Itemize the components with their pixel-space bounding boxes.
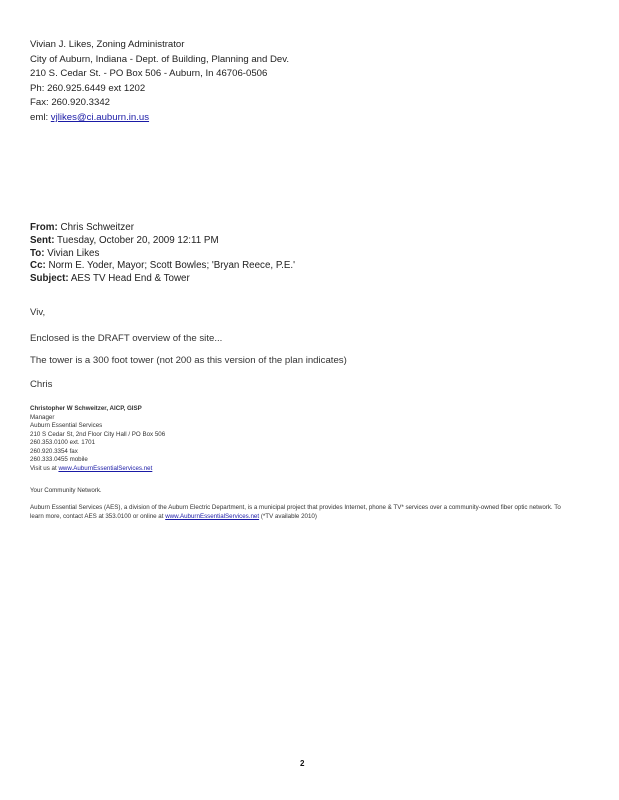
body-line-1: Enclosed is the DRAFT overview of the site... (30, 333, 223, 344)
writer-signature-block (30, 405, 165, 473)
about-suffix: (*TV available 2010) (260, 513, 317, 520)
body-closing: Chris (30, 379, 53, 390)
sent-value: Tuesday, October 20, 2009 12:11 PM (57, 234, 219, 246)
sender-email-line (30, 111, 289, 126)
sender-fax: Fax: 260.920.3342 (30, 97, 111, 109)
body-line-2: The tower is a 300 foot tower (not 200 as this version of the plan indicates) (30, 355, 347, 366)
cc-value: Norm E. Yoder, Mayor; Scott Bowles; 'Bryan Reece, P.E.' (48, 260, 295, 272)
about-text: Auburn Essential Services (AES), a division of the Auburn Electric Department, is a municipal project that provides Internet, phone & TV* services over a community-owned fiber optic network. To learn more, contact AES at 353.0100 or online at (30, 504, 561, 520)
writer-phone: 260.353.0100 ext. 1701 (30, 439, 96, 446)
sender-address: 210 S. Cedar St. - PO Box 506 - Auburn, In 46706-0506 (30, 68, 268, 80)
sender-department: City of Auburn, Indiana - Dept. of Building, Planning and Dev. (30, 53, 290, 65)
subject-value: AES TV Head End & Tower (70, 273, 190, 285)
writer-name: Christopher W Schweitzer, AICP, GISP (30, 405, 142, 412)
email-cc-row (30, 260, 295, 273)
email-sent-row (30, 235, 295, 248)
email-from-row (30, 222, 295, 235)
sender-name-title: Vivian J. Likes, Zoning Administrator (30, 39, 185, 50)
writer-org: Auburn Essential Services (30, 422, 103, 429)
from-value: Chris Schweitzer (60, 222, 134, 233)
body-greeting: Viv, (30, 307, 46, 318)
subject-label: Subject: (30, 273, 69, 285)
page-number: 2 (300, 759, 305, 768)
email-subject-row (30, 273, 295, 286)
writer-title: Manager (30, 413, 55, 421)
writer-website-link[interactable]: www.AuburnEssentialServices.net (58, 464, 153, 472)
to-label: To: (30, 247, 45, 259)
community-tagline: Your Community Network. (30, 487, 102, 494)
sender-email-link[interactable]: vjlikes@ci.auburn.in.us (50, 111, 150, 123)
about-paragraph (30, 503, 570, 521)
about-website-link[interactable]: www.AuburnEssentialServices.net (165, 513, 260, 520)
from-label: From: (30, 222, 58, 233)
sender-email-label: eml: (30, 111, 51, 123)
cc-label: Cc: (30, 260, 46, 272)
writer-mobile: 260.333.0455 mobile (30, 456, 88, 463)
sent-label: Sent: (30, 234, 55, 246)
writer-visit-line (30, 465, 165, 474)
sender-signature-block (30, 38, 289, 126)
email-to-row (30, 248, 295, 261)
email-header (30, 222, 295, 286)
sender-phone: Ph: 260.925.6449 ext 1202 (30, 82, 146, 94)
writer-fax: 260.920.3354 fax (30, 447, 78, 455)
to-value: Vivian Likes (47, 247, 100, 259)
visit-prefix: Visit us at (30, 464, 59, 472)
writer-address: 210 S Cedar St, 2nd Floor City Hall / PO Box 506 (30, 430, 166, 438)
